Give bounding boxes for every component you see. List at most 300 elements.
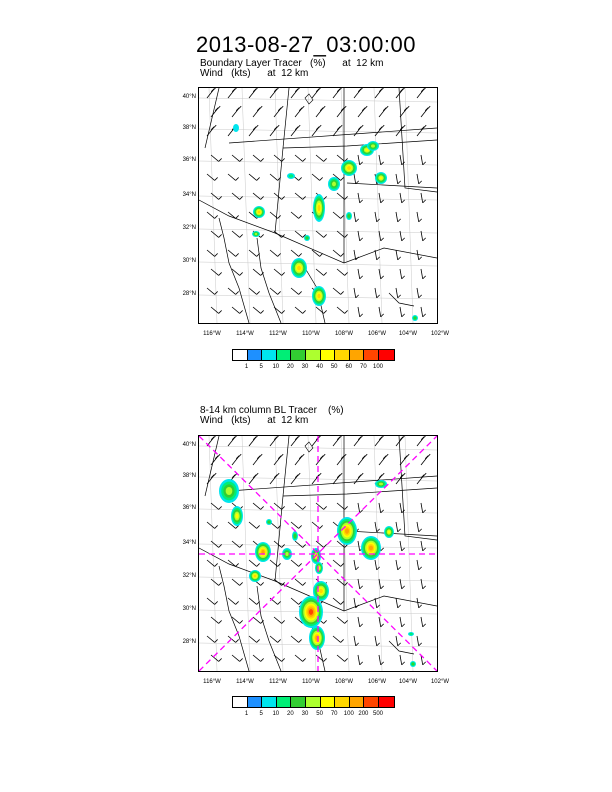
wind-barb bbox=[333, 560, 341, 566]
wind-barb bbox=[232, 307, 240, 313]
wind-barb bbox=[274, 579, 282, 585]
wind-barb bbox=[291, 288, 299, 294]
colorbar-swatch bbox=[248, 350, 263, 360]
lon-label: 104°W bbox=[398, 679, 418, 685]
lat-label: 36°N bbox=[182, 505, 196, 511]
lat-label: 40°N bbox=[182, 442, 196, 448]
wind-barb bbox=[253, 655, 261, 661]
colorbar-swatch bbox=[379, 697, 394, 707]
wind-barb bbox=[316, 503, 324, 509]
wind-barb bbox=[211, 269, 219, 275]
wind-barb bbox=[253, 617, 261, 623]
colorbar-label: 200 bbox=[358, 711, 369, 717]
panel2-colorbar bbox=[232, 696, 395, 708]
map-canvas bbox=[199, 436, 437, 671]
tracer-contour bbox=[258, 211, 261, 214]
lon-label: 116°W bbox=[203, 679, 221, 685]
wind-barb bbox=[228, 174, 236, 180]
wind-barb bbox=[253, 193, 261, 199]
wind-barb bbox=[421, 541, 423, 551]
wind-barb bbox=[274, 109, 280, 117]
wind-barb bbox=[211, 155, 219, 161]
wind-barb bbox=[207, 174, 215, 180]
colorbar-label: 30 bbox=[301, 711, 309, 717]
lat-label: 36°N bbox=[182, 157, 196, 163]
wind-barb bbox=[270, 636, 278, 642]
wind-barb bbox=[295, 579, 303, 585]
lat-label: 38°N bbox=[182, 125, 196, 131]
wind-barb bbox=[421, 579, 423, 589]
wind-barb bbox=[291, 598, 299, 604]
wind-barb bbox=[274, 457, 280, 465]
tracer-contour bbox=[233, 124, 239, 132]
panel2-map bbox=[198, 435, 438, 672]
wind-barb bbox=[421, 231, 423, 241]
tracer-contour bbox=[371, 144, 375, 147]
wind-barb bbox=[232, 193, 240, 199]
wind-barb bbox=[375, 636, 377, 646]
wind-barb bbox=[400, 541, 402, 551]
wind-barb bbox=[375, 288, 377, 298]
lat-label: 30°N bbox=[182, 258, 196, 264]
wind-barb bbox=[354, 598, 356, 608]
wind-barb bbox=[417, 250, 419, 260]
wind-barb bbox=[358, 109, 364, 117]
wind-barb bbox=[274, 155, 282, 161]
wind-barb bbox=[354, 288, 356, 298]
wind-barb bbox=[375, 598, 377, 608]
wind-barb bbox=[358, 457, 364, 465]
wind-barb bbox=[337, 457, 343, 465]
wind-barb bbox=[375, 250, 377, 260]
wind-barb bbox=[375, 522, 377, 532]
wind-barb bbox=[316, 541, 324, 547]
tracer-contour bbox=[235, 513, 238, 518]
wind-barb bbox=[316, 457, 322, 465]
tracer-contour bbox=[319, 589, 323, 594]
map-canvas bbox=[199, 88, 437, 323]
wind-barb bbox=[333, 636, 341, 642]
wind-barb bbox=[417, 522, 419, 532]
wind-barb bbox=[421, 269, 423, 279]
tracer-contour bbox=[226, 487, 233, 495]
colorbar-swatch bbox=[306, 697, 321, 707]
wind-barb bbox=[379, 307, 381, 317]
wind-barb bbox=[207, 90, 213, 98]
page-title: 2013-08-27_03:00:00 bbox=[196, 32, 416, 57]
colorbar-swatch bbox=[262, 697, 277, 707]
wind-barb bbox=[396, 522, 398, 532]
wind-barb bbox=[417, 636, 419, 646]
wind-barb bbox=[232, 541, 240, 547]
lat-label: 32°N bbox=[182, 573, 196, 579]
wind-barb bbox=[291, 438, 297, 446]
tracer-contour bbox=[388, 530, 391, 533]
wind-barb bbox=[312, 128, 318, 136]
wind-barb bbox=[316, 109, 322, 117]
wind-barb bbox=[421, 617, 423, 627]
wind-barb bbox=[354, 560, 356, 570]
lat-label: 34°N bbox=[182, 540, 196, 546]
tracer-contour bbox=[297, 266, 301, 271]
wind-barb bbox=[211, 579, 219, 585]
lat-label: 28°N bbox=[182, 639, 196, 645]
wind-barb bbox=[228, 438, 234, 446]
wind-barb bbox=[396, 174, 398, 184]
wind-barb bbox=[249, 636, 257, 642]
lon-label: 114°W bbox=[236, 331, 254, 337]
lon-label: 104°W bbox=[398, 331, 418, 337]
wind-barb bbox=[333, 212, 341, 218]
wind-barb bbox=[417, 174, 419, 184]
wind-barb bbox=[354, 438, 360, 446]
wind-barb bbox=[358, 655, 360, 665]
wind-barb bbox=[379, 155, 381, 165]
lat-label: 34°N bbox=[182, 192, 196, 198]
colorbar-swatch bbox=[335, 697, 350, 707]
tracer-contour bbox=[285, 552, 288, 556]
lon-label: 102°W bbox=[430, 331, 450, 337]
wind-barb bbox=[358, 541, 360, 551]
lat-label: 30°N bbox=[182, 606, 196, 612]
wind-barb bbox=[274, 655, 282, 661]
wind-barb bbox=[228, 598, 236, 604]
lat-label: 40°N bbox=[182, 94, 196, 100]
wind-barb bbox=[249, 598, 257, 604]
wind-barb bbox=[249, 90, 255, 98]
lon-label: 102°W bbox=[430, 679, 450, 685]
wind-barb bbox=[270, 174, 278, 180]
wind-barb bbox=[400, 193, 402, 203]
wind-barb bbox=[358, 579, 360, 589]
panel1-title: Boundary Layer Tracer (%) at 12 km bbox=[200, 58, 384, 69]
wind-barb bbox=[274, 503, 282, 509]
colorbar-swatch bbox=[379, 350, 394, 360]
wind-barb bbox=[312, 438, 318, 446]
lon-label: 110°W bbox=[302, 331, 320, 337]
wind-barb bbox=[232, 655, 240, 661]
colorbar-swatch bbox=[262, 350, 277, 360]
wind-barb bbox=[354, 128, 360, 136]
wind-barb bbox=[232, 231, 240, 237]
wind-barb bbox=[228, 288, 236, 294]
colorbar-swatch bbox=[277, 350, 292, 360]
lat-label: 38°N bbox=[182, 473, 196, 479]
wind-barb bbox=[274, 617, 282, 623]
wind-barb bbox=[249, 174, 257, 180]
wind-barb bbox=[333, 90, 339, 98]
colorbar-swatch bbox=[291, 697, 306, 707]
colorbar-label: 50 bbox=[330, 364, 338, 370]
wind-barb bbox=[228, 212, 236, 218]
colorbar-label: 10 bbox=[272, 364, 280, 370]
wind-barb bbox=[396, 560, 398, 570]
colorbar-label: 100 bbox=[343, 711, 354, 717]
lon-label: 112°W bbox=[269, 679, 287, 685]
wind-barb bbox=[337, 617, 345, 623]
wind-barb bbox=[207, 522, 215, 528]
tracer-contour bbox=[268, 521, 271, 524]
tracer-contour bbox=[332, 182, 336, 187]
lon-label: 108°W bbox=[334, 679, 354, 685]
wind-barb bbox=[400, 269, 402, 279]
wind-barb bbox=[396, 250, 398, 260]
wind-barb bbox=[232, 457, 238, 465]
wind-barb bbox=[358, 193, 360, 203]
wind-barb bbox=[354, 90, 360, 98]
wind-barb bbox=[295, 655, 303, 661]
colorbar-label: 50 bbox=[316, 711, 323, 717]
colorbar-label: 70 bbox=[360, 364, 367, 370]
wind-barb bbox=[253, 503, 261, 509]
wind-barb bbox=[274, 231, 282, 237]
wind-barb bbox=[400, 503, 402, 513]
wind-barb bbox=[291, 560, 299, 566]
colorbar-swatch bbox=[248, 697, 263, 707]
tracer-contour bbox=[318, 205, 321, 211]
panel1-map bbox=[198, 87, 438, 324]
wind-barb bbox=[211, 503, 219, 509]
wind-barb bbox=[232, 617, 240, 623]
wind-barb bbox=[421, 109, 427, 117]
wind-barb bbox=[253, 307, 261, 313]
wind-barb bbox=[417, 438, 423, 446]
wind-barb bbox=[354, 212, 356, 222]
tracer-contour bbox=[345, 528, 349, 534]
wind-barb bbox=[354, 250, 356, 260]
wind-barb bbox=[337, 655, 345, 661]
wind-barb bbox=[358, 307, 360, 317]
wind-barb bbox=[400, 109, 406, 117]
tracer-contour bbox=[347, 166, 351, 170]
wind-barb bbox=[249, 560, 257, 566]
wind-barb bbox=[274, 269, 282, 275]
colorbar-label: 60 bbox=[345, 364, 353, 370]
wind-barb bbox=[379, 109, 385, 117]
wind-barb bbox=[337, 109, 343, 117]
tracer-contour bbox=[412, 663, 415, 666]
tracer-contour bbox=[369, 546, 373, 551]
tracer-contour bbox=[309, 609, 313, 615]
wind-barb bbox=[228, 250, 236, 256]
colorbar-swatch bbox=[233, 350, 248, 360]
wind-barb bbox=[354, 636, 356, 646]
wind-barb bbox=[295, 155, 303, 161]
wind-barb bbox=[249, 288, 257, 294]
wind-barb bbox=[295, 457, 301, 465]
wind-barb bbox=[291, 636, 299, 642]
wind-barb bbox=[295, 307, 303, 313]
wind-barb bbox=[333, 250, 341, 256]
wind-barb bbox=[312, 476, 318, 484]
colorbar-swatch bbox=[277, 697, 292, 707]
wind-barb bbox=[316, 155, 324, 161]
wind-barb bbox=[253, 457, 259, 465]
wind-barb bbox=[270, 250, 278, 256]
wind-barb bbox=[270, 476, 276, 484]
tracer-contour bbox=[289, 174, 294, 178]
wind-barb bbox=[337, 231, 345, 237]
colorbar-label: 10 bbox=[272, 711, 280, 717]
wind-barb bbox=[312, 90, 318, 98]
wind-barb bbox=[295, 109, 301, 117]
wind-barb bbox=[421, 457, 427, 465]
panel1-subtitle: Wind (kts) at 12 km bbox=[200, 68, 309, 79]
lon-label: 110°W bbox=[302, 679, 320, 685]
colorbar-swatch bbox=[233, 697, 248, 707]
wind-barb bbox=[333, 288, 341, 294]
colorbar-label: 500 bbox=[372, 711, 383, 717]
wind-barb bbox=[421, 193, 423, 203]
tracer-contour bbox=[379, 176, 382, 179]
wind-barb bbox=[249, 476, 255, 484]
wind-barb bbox=[316, 231, 324, 237]
colorbar-label: 20 bbox=[287, 711, 294, 717]
lat-label: 32°N bbox=[182, 225, 196, 231]
colorbar-label: 70 bbox=[330, 711, 338, 717]
wind-barb bbox=[375, 212, 377, 222]
wind-barb bbox=[358, 503, 360, 513]
lon-label: 112°W bbox=[269, 331, 287, 337]
wind-barb bbox=[417, 560, 419, 570]
lon-label: 116°W bbox=[203, 331, 221, 337]
wind-barb bbox=[274, 541, 282, 547]
wind-barb bbox=[379, 655, 381, 665]
wind-barb bbox=[270, 128, 276, 136]
colorbar-swatch bbox=[364, 350, 379, 360]
wind-barb bbox=[396, 212, 398, 222]
wind-barb bbox=[291, 128, 297, 136]
colorbar-label: 30 bbox=[301, 364, 309, 370]
wind-barb bbox=[291, 250, 299, 256]
lon-label: 106°W bbox=[367, 331, 387, 337]
wind-barb bbox=[295, 231, 303, 237]
wind-barb bbox=[417, 212, 419, 222]
panel2-subtitle: Wind (kts) at 12 km bbox=[200, 415, 309, 426]
colorbar-swatch bbox=[291, 350, 306, 360]
wind-barb bbox=[253, 269, 261, 275]
wind-barb bbox=[316, 307, 324, 313]
wind-barb bbox=[274, 307, 282, 313]
wind-barb bbox=[337, 307, 345, 313]
wind-barb bbox=[249, 128, 255, 136]
wind-barb bbox=[417, 288, 419, 298]
wind-barb bbox=[333, 598, 341, 604]
wind-barb bbox=[400, 457, 406, 465]
wind-barb bbox=[400, 617, 402, 627]
wind-barb bbox=[211, 307, 219, 313]
wind-barb bbox=[421, 503, 423, 513]
colorbar-swatch bbox=[306, 350, 321, 360]
tracer-contour bbox=[254, 575, 257, 578]
wind-barb bbox=[274, 193, 282, 199]
wind-barb bbox=[358, 617, 360, 627]
wind-barb bbox=[228, 90, 234, 98]
wind-barb bbox=[400, 655, 402, 665]
wind-barb bbox=[400, 155, 402, 165]
wind-barb bbox=[232, 155, 240, 161]
colorbar-swatch bbox=[321, 697, 336, 707]
wind-barb bbox=[211, 231, 219, 237]
colorbar-label: 100 bbox=[372, 364, 383, 370]
tracer-contour bbox=[379, 483, 383, 486]
wind-barb bbox=[358, 231, 360, 241]
lat-label: 28°N bbox=[182, 291, 196, 297]
wind-barb bbox=[421, 155, 423, 165]
wind-barb bbox=[249, 522, 257, 528]
wind-barb bbox=[316, 655, 324, 661]
wind-barb bbox=[379, 457, 385, 465]
wind-barb bbox=[333, 438, 339, 446]
wind-barb bbox=[417, 90, 423, 98]
tracer-contour bbox=[255, 233, 258, 235]
wind-barb bbox=[249, 250, 257, 256]
tracer-contour bbox=[317, 294, 320, 299]
wind-barb bbox=[417, 598, 419, 608]
colorbar-label: 5 bbox=[259, 364, 263, 370]
wind-barb bbox=[295, 503, 303, 509]
tracer-contour bbox=[414, 317, 417, 320]
wind-barb bbox=[375, 560, 377, 570]
lon-label: 108°W bbox=[334, 331, 354, 337]
wind-barb bbox=[291, 476, 297, 484]
wind-barb bbox=[207, 250, 215, 256]
wind-barb bbox=[400, 307, 402, 317]
lon-label: 106°W bbox=[367, 679, 387, 685]
wind-barb bbox=[295, 541, 303, 547]
wind-barb bbox=[379, 193, 381, 203]
wind-barb bbox=[295, 193, 303, 199]
wind-barb bbox=[396, 288, 398, 298]
wind-barb bbox=[207, 636, 215, 642]
colorbar-swatch bbox=[350, 350, 365, 360]
colorbar-label: 1 bbox=[244, 364, 249, 370]
wind-barb bbox=[207, 598, 215, 604]
wind-barb bbox=[358, 269, 360, 279]
tracer-contour bbox=[409, 633, 413, 635]
wind-barb bbox=[396, 598, 398, 608]
tracer-contour bbox=[294, 534, 297, 538]
colorbar-label: 40 bbox=[316, 364, 323, 370]
wind-barb bbox=[379, 503, 381, 513]
wind-barb bbox=[228, 560, 236, 566]
wind-barb bbox=[421, 307, 423, 317]
wind-barb bbox=[375, 438, 381, 446]
colorbar-label: 20 bbox=[287, 364, 294, 370]
wind-barb bbox=[211, 617, 219, 623]
tracer-contour bbox=[348, 214, 351, 217]
colorbar-swatch bbox=[350, 697, 365, 707]
wind-barb bbox=[232, 579, 240, 585]
wind-barb bbox=[291, 212, 299, 218]
wind-barb bbox=[396, 636, 398, 646]
wind-barb bbox=[354, 174, 356, 184]
colorbar-swatch bbox=[364, 697, 379, 707]
wind-barb bbox=[253, 109, 259, 117]
wind-barb bbox=[358, 155, 360, 165]
wind-barb bbox=[232, 269, 240, 275]
colorbar-swatch bbox=[335, 350, 350, 360]
wind-barb bbox=[253, 155, 261, 161]
wind-barb bbox=[354, 476, 360, 484]
lon-label: 114°W bbox=[236, 679, 254, 685]
panel1-colorbar bbox=[232, 349, 395, 361]
wind-barb bbox=[337, 579, 345, 585]
colorbar-swatch bbox=[321, 350, 336, 360]
wind-barb bbox=[312, 174, 320, 180]
wind-barb bbox=[249, 438, 255, 446]
colorbar-label: 5 bbox=[259, 711, 263, 717]
